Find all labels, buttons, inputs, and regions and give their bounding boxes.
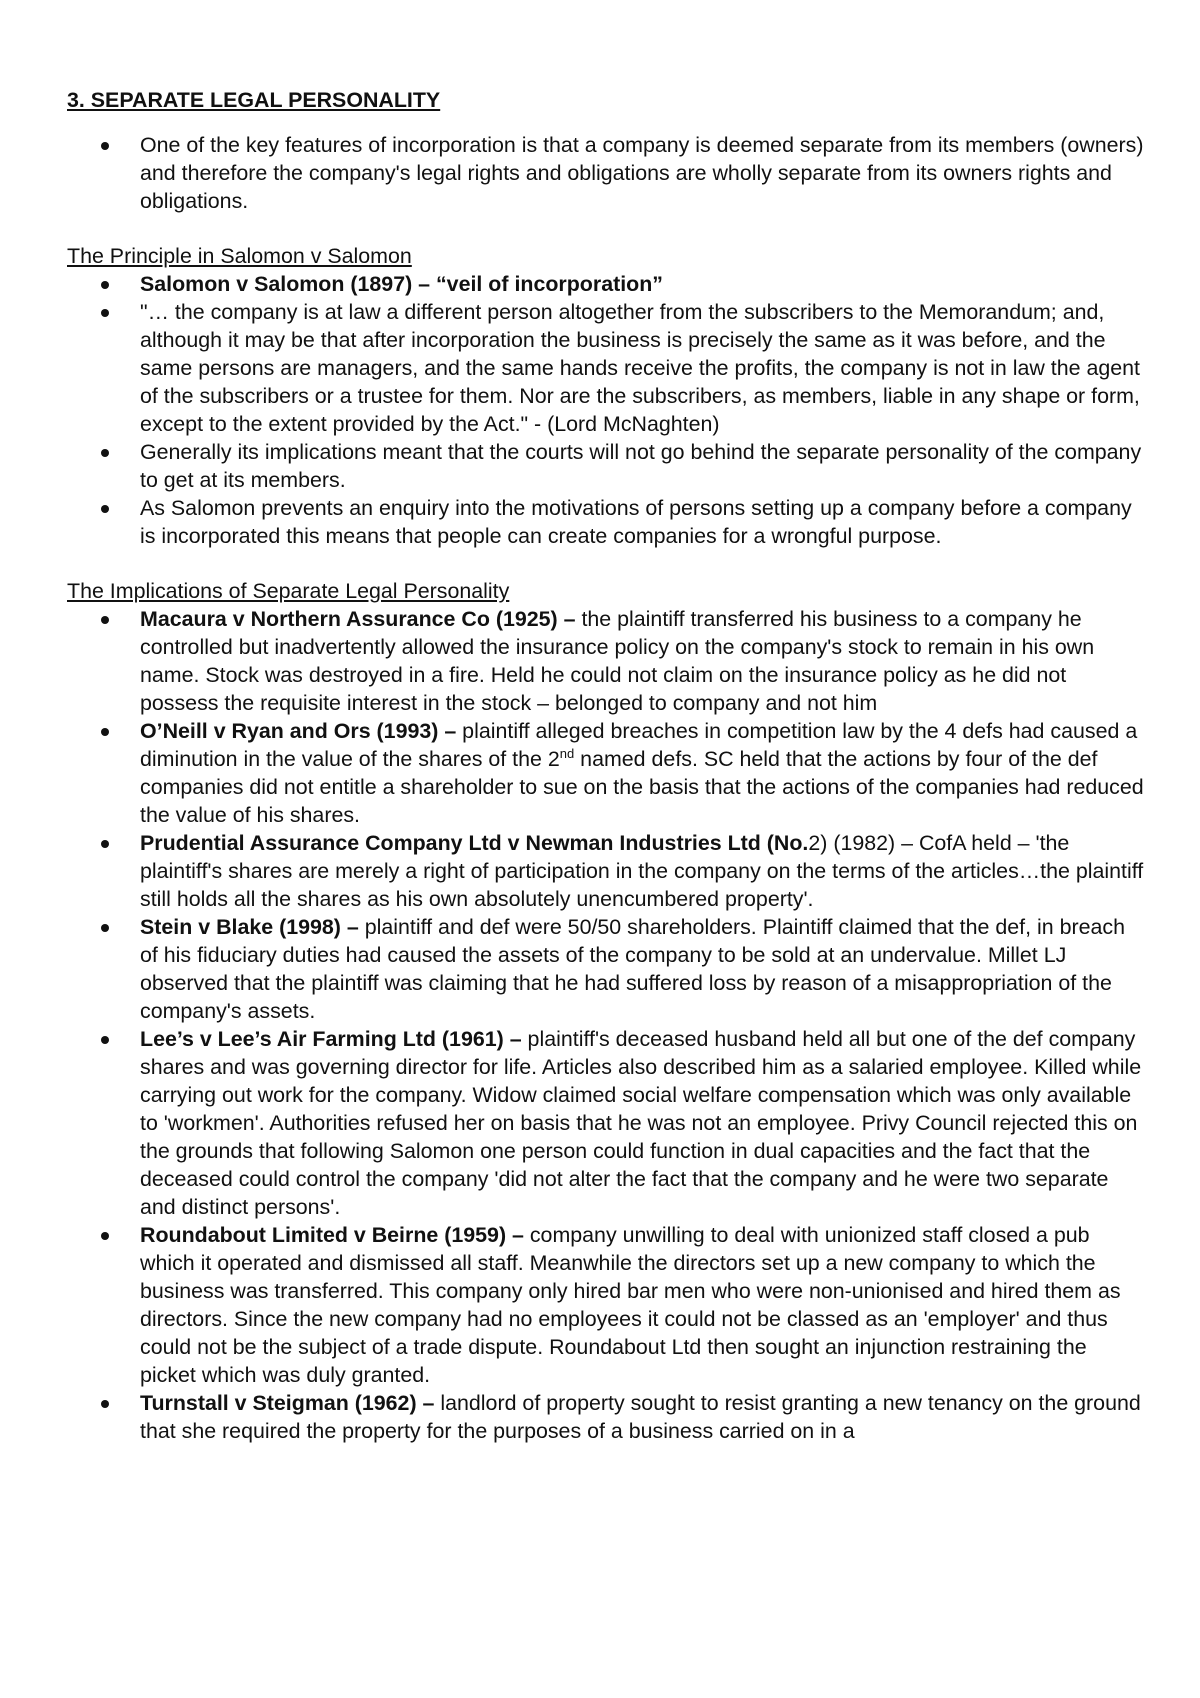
list-item: [67, 494, 1147, 550]
bullet-icon: [101, 728, 109, 736]
bullet-icon: [101, 281, 109, 289]
implications-list: [67, 605, 1147, 1445]
bullet-icon: [101, 840, 109, 848]
list-item-text: "… the company is at law a different person altogether from the subscribers to the Memorandum; and, although it may be that after incorporation the business is precisely the same as it was before, and the same persons are managers, and the same hands receive the profits, the company is not in law the agent of the subscribers or a trustee for them. Nor are the subscribers, as members, liable in any shape or form, except to the extent provided by the Act." - (Lord McNaghten): [140, 300, 1140, 436]
bullet-icon: [101, 505, 109, 513]
list-item: [67, 605, 1147, 717]
case-name: Prudential Assurance Company Ltd v Newman Industries Ltd (No.: [140, 831, 809, 855]
list-item-text: One of the key features of incorporation is that a company is deemed separate from its members (owners) and therefore the company's legal rights and obligations are wholly separate from its owners rights and obligations.: [140, 133, 1144, 213]
list-item: [67, 717, 1147, 829]
intro-list: [67, 131, 1147, 215]
case-name: Stein v Blake (1998) –: [140, 915, 359, 939]
bullet-icon: [101, 1232, 109, 1240]
list-item: [67, 1221, 1147, 1389]
list-item: [67, 298, 1147, 438]
list-item: [67, 913, 1147, 1025]
section-heading-principle: The Principle in Salomon v Salomon: [67, 244, 412, 268]
case-name: Macaura v Northern Assurance Co (1925) –: [140, 607, 576, 631]
list-item: [67, 270, 1147, 298]
list-item: [67, 1389, 1147, 1445]
list-item: [67, 131, 1147, 215]
list-item: [67, 438, 1147, 494]
case-name: Salomon v Salomon (1897) – “veil of incorporation”: [140, 272, 663, 296]
section-heading-implications: The Implications of Separate Legal Personality: [67, 579, 510, 603]
bullet-icon: [101, 309, 109, 317]
case-summary: company unwilling to deal with unionized staff closed a pub which it operated and dismissed all staff. Meanwhile the directors set up a new company to which the business was transferred. This company only hired bar men who were non-unionised and hired them as directors. Since the new company had no employees it could not be classed as an 'employer' and thus could not be the subject of a trade dispute. Roundabout Ltd then sought an injunction restraining the picket which was duly granted.: [140, 1223, 1121, 1387]
case-summary: the plaintiff transferred his business to a company he controlled but inadvertently allowed the insurance policy on the company's stock to remain in his own name. Stock was destroyed in a fire. Held he could not claim on the insurance policy as he did not possess the requisite interest in the stock – belonged to company and not him: [140, 607, 1095, 715]
bullet-icon: [101, 1400, 109, 1408]
case-summary: 2) (1982) – CofA held – 'the plaintiff's shares are merely a right of participation in the company on the terms of the articles…the plaintiff still holds all the shares as his own absolutely unencumbered property'.: [140, 831, 1144, 911]
ordinal-suffix: nd: [559, 745, 575, 761]
case-name: Roundabout Limited v Beirne (1959) –: [140, 1223, 524, 1247]
document-page: [67, 86, 1147, 1445]
list-item: [67, 1025, 1147, 1221]
list-item-text: Generally its implications meant that the courts will not go behind the separate personality of the company to get at its members.: [140, 440, 1142, 492]
case-name: Turnstall v Steigman (1962) –: [140, 1391, 435, 1415]
case-summary: plaintiff and def were 50/50 shareholders. Plaintiff claimed that the def, in breach of his fiduciary duties had caused the assets of the company to be sold at an undervalue. Millet LJ observed that the plaintiff was claiming that he had suffered loss by reason of a misappropriation of the company's assets.: [140, 915, 1125, 1023]
bullet-icon: [101, 924, 109, 932]
bullet-icon: [101, 1036, 109, 1044]
principle-list: [67, 270, 1147, 550]
list-item-text: As Salomon prevents an enquiry into the motivations of persons setting up a company before a company is incorporated this means that people can create companies for a wrongful purpose.: [140, 496, 1132, 548]
case-summary: plaintiff's deceased husband held all but one of the def company shares and was governing director for life. Articles also described him as a salaried employee. Killed while carrying out work for the company. Widow claimed social welfare compensation which was only available to 'workmen'. Authorities refused her on basis that he was not an employee. Privy Council rejected this on the grounds that following Salomon one person could function in dual capacities and the fact that the deceased could control the company 'did not alter the fact that the company and he were two separate and distinct persons'.: [140, 1027, 1142, 1219]
case-summary-continued: named defs. SC held that the actions by four of the def companies did not entitle a shareholder to sue on the basis that the actions of the companies had reduced the value of his shares.: [140, 747, 1144, 827]
page-title: 3. SEPARATE LEGAL PERSONALITY: [67, 88, 441, 112]
list-item: [67, 829, 1147, 913]
case-summary: plaintiff alleged breaches in competition law by the 4 defs had caused a diminution in the value of the shares of the 2: [140, 719, 1138, 771]
case-summary: landlord of property sought to resist granting a new tenancy on the ground that she required the property for the purposes of a business carried on in a: [140, 1391, 1141, 1443]
bullet-icon: [101, 142, 109, 150]
case-name: Lee’s v Lee’s Air Farming Ltd (1961) –: [140, 1027, 522, 1051]
case-name: O’Neill v Ryan and Ors (1993) –: [140, 719, 457, 743]
bullet-icon: [101, 449, 109, 457]
bullet-icon: [101, 616, 109, 624]
